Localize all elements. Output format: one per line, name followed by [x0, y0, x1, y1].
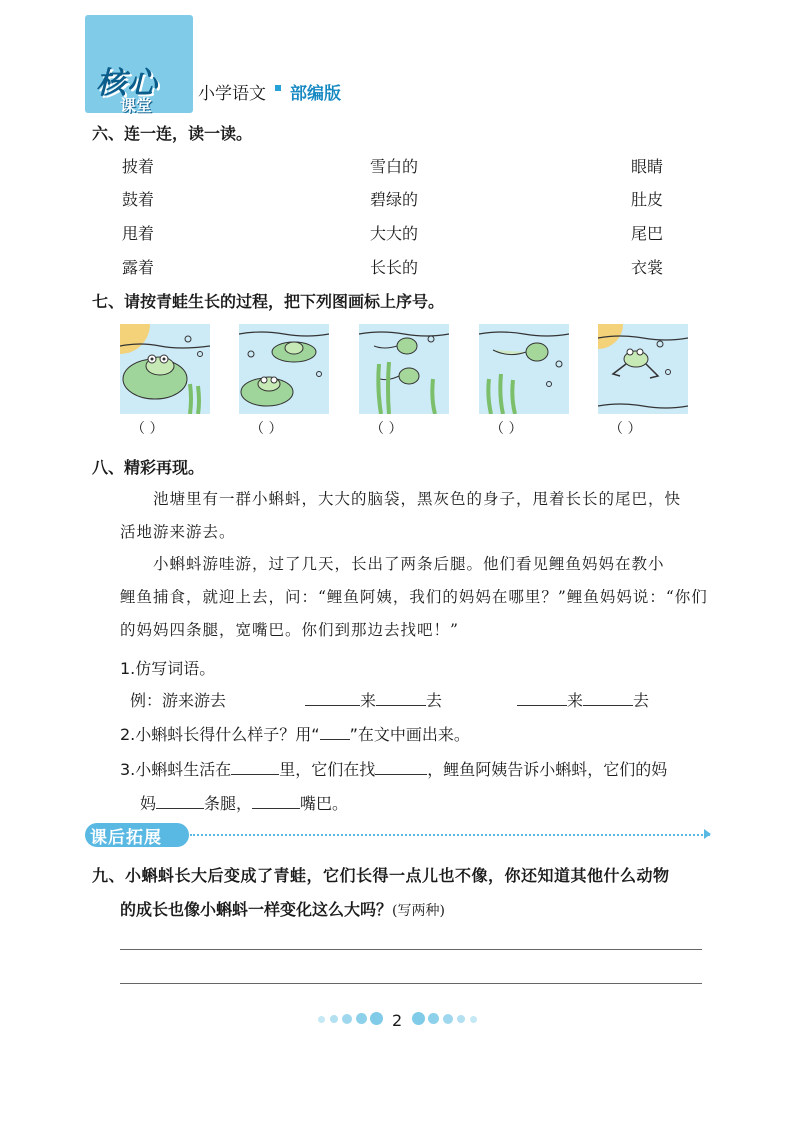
dotted-divider	[190, 834, 710, 836]
fill-char: 来	[360, 691, 377, 710]
answer-paren[interactable]: （ ）	[250, 421, 283, 437]
passage-line: 池塘里有一群小蝌蚪，大大的脑袋，黑灰色的身子，甩着长长的尾巴，快	[153, 490, 682, 508]
q6-col2-item: 雪白的	[370, 157, 419, 176]
sub2-text-a: 2.小蝌蚪长得什么样子？用“	[120, 725, 320, 744]
question-9-line1: 九、小蝌蚪长大后变成了青蛙，它们长得一点儿也不像，你还知道其他什么动物	[92, 866, 670, 885]
decor-dot	[318, 1016, 325, 1023]
answer-paren[interactable]: （ ）	[490, 421, 523, 437]
sub3-text: 条腿，	[204, 794, 253, 813]
sub3-text: 嘴巴。	[300, 794, 349, 813]
sub-question-3	[120, 757, 667, 780]
answer-blank[interactable]	[376, 691, 426, 706]
subject-label: 小学语文	[198, 84, 266, 104]
sub3-text: ，鲤鱼阿姨告诉小蝌蚪，它们的妈	[427, 760, 668, 779]
sub3-text: 3.小蝌蚪生活在	[120, 760, 232, 779]
question-9-text: 的成长也像小蝌蚪一样变化这么大吗？	[120, 900, 393, 919]
q6-col2-item: 大大的	[370, 224, 419, 243]
decor-dot	[457, 1015, 465, 1023]
answer-paren[interactable]: （ ）	[131, 421, 164, 437]
frog-on-lily-pad-picture	[120, 324, 210, 414]
question-8-title: 八、精彩再现。	[92, 458, 205, 477]
decor-dot	[356, 1013, 367, 1024]
question-6-title: 六、连一连，读一读。	[92, 124, 253, 143]
decor-dot	[412, 1012, 425, 1025]
question-9-note: (写两种)	[392, 903, 445, 919]
underline-sample	[320, 725, 350, 740]
sub-question-2	[120, 722, 470, 745]
sub-question-3-cont	[140, 791, 348, 814]
answer-line[interactable]	[120, 983, 702, 984]
edition-label: 部编版	[290, 84, 341, 104]
answer-blank[interactable]	[252, 794, 300, 809]
logo-title: 核心	[96, 66, 158, 101]
decor-dot	[330, 1015, 338, 1023]
decor-dot	[470, 1016, 477, 1023]
q6-col1-item: 露着	[122, 258, 155, 277]
passage-line: 鲤鱼捕食，就迎上去，问：“鲤鱼阿姨，我们的妈妈在哪里？”鲤鱼妈妈说：“你们	[120, 588, 708, 606]
passage-line: 小蝌蚪游哇游，过了几天，长出了两条后腿。他们看见鲤鱼妈妈在教小	[153, 555, 665, 573]
answer-blank[interactable]	[583, 691, 633, 706]
answer-blank[interactable]	[156, 794, 204, 809]
answer-blank[interactable]	[231, 760, 279, 775]
separator-icon	[275, 85, 281, 91]
jumping-frog-picture	[598, 324, 688, 414]
example-text: 例：游来游去	[130, 691, 227, 710]
q6-col3-item: 肚皮	[631, 190, 664, 209]
q6-col3-item: 衣裳	[631, 258, 664, 277]
sub3-text: 妈	[140, 794, 157, 813]
q6-col1-item: 披着	[122, 157, 155, 176]
decor-dot	[370, 1012, 383, 1025]
q6-col1-item: 甩着	[122, 224, 155, 243]
page-number: 2	[392, 1011, 403, 1030]
passage-line: 活地游来游去。	[120, 523, 236, 541]
decor-dot	[428, 1013, 439, 1024]
sub-question-1: 1.仿写词语。	[120, 659, 216, 678]
fill-char: 去	[426, 691, 443, 710]
passage-line: 的妈妈四条腿，宽嘴巴。你们到那边去找吧！”	[120, 621, 459, 639]
extension-banner-title: 课后拓展	[90, 828, 162, 848]
q6-col3-item: 眼睛	[631, 157, 664, 176]
sub3-text: 里，它们在找	[279, 760, 376, 779]
q6-col2-item: 碧绿的	[370, 190, 419, 209]
decor-dot	[342, 1014, 352, 1024]
tadpoles-with-legs-picture	[359, 324, 449, 414]
answer-blank[interactable]	[305, 691, 360, 706]
answer-line[interactable]	[120, 949, 702, 950]
answer-blank[interactable]	[375, 760, 427, 775]
question-7-title: 七、请按青蛙生长的过程，把下列图画标上序号。	[92, 292, 445, 311]
sub2-text-b: ”在文中画出来。	[349, 725, 470, 744]
q6-col2-item: 长长的	[370, 258, 419, 277]
fill-char: 去	[633, 691, 650, 710]
small-frogs-picture	[239, 324, 329, 414]
fill-blank-row-b	[517, 688, 649, 711]
q6-col1-item: 鼓着	[122, 190, 155, 209]
fill-char: 来	[567, 691, 584, 710]
answer-paren[interactable]: （ ）	[370, 421, 403, 437]
decor-dot	[443, 1014, 453, 1024]
q6-col3-item: 尾巴	[631, 224, 664, 243]
arrow-icon	[704, 829, 711, 839]
question-9-line2	[120, 897, 445, 920]
answer-paren[interactable]: （ ）	[609, 421, 642, 437]
answer-blank[interactable]	[517, 691, 567, 706]
tadpole-with-tail-picture	[479, 324, 569, 414]
logo-subtitle: 课堂	[120, 96, 153, 115]
fill-blank-row-a	[305, 688, 442, 711]
